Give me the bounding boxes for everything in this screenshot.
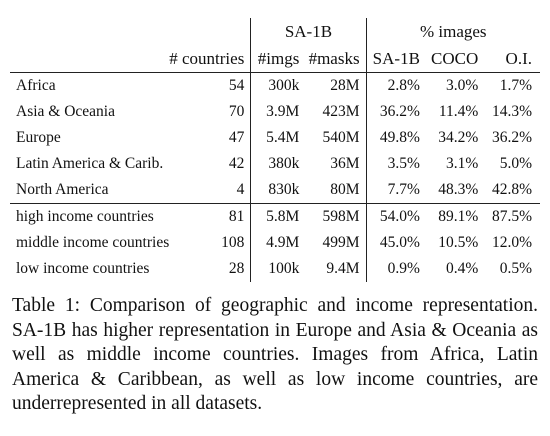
cell-imgs: 300k: [251, 73, 303, 100]
table-container: [10, 18, 540, 282]
cell-masks: 598M: [303, 204, 366, 231]
table-row: [10, 73, 540, 100]
cell-oi: 0.5%: [499, 260, 532, 278]
cell-oi: 5.0%: [499, 155, 532, 173]
column-header-region: [10, 44, 169, 73]
cell-imgs: 5.4M: [266, 129, 300, 147]
cell-countries: 42: [169, 151, 251, 177]
cell-coco: 0.4%: [445, 260, 479, 278]
cell-imgs: 380k: [268, 155, 300, 173]
cell-oi: 1.7%: [484, 73, 540, 100]
row-label: high income countries: [10, 204, 169, 231]
row-label: Latin America & Carib.: [16, 155, 164, 173]
column-header-masks: #masks: [303, 44, 366, 73]
cell-sa1b: 54.0%: [366, 204, 426, 231]
cell-oi: 36.2%: [491, 129, 532, 147]
table-row: [10, 230, 540, 256]
cell-sa1b: 0.9%: [387, 260, 420, 278]
column-header-coco: COCO: [431, 48, 479, 68]
cell-countries: 28: [169, 256, 251, 282]
column-header-sa1b: SA-1B: [372, 48, 420, 68]
table-row: [10, 99, 540, 125]
cell-countries: 70: [169, 99, 251, 125]
cell-sa1b: 7.7%: [387, 181, 420, 199]
cell-countries: 81: [169, 204, 251, 231]
cell-imgs: 5.8M: [251, 204, 303, 231]
column-header-imgs: #imgs: [257, 48, 300, 68]
cell-oi: 87.5%: [484, 204, 540, 231]
cell-imgs: 830k: [268, 181, 300, 199]
row-label: Asia & Oceania: [16, 103, 115, 121]
column-header-row: [10, 44, 540, 73]
cell-sa1b: 49.8%: [379, 129, 420, 147]
table-row: [10, 151, 540, 177]
table-row: [10, 125, 540, 151]
cell-imgs: 100k: [268, 260, 300, 278]
column-header-countries: # countries: [169, 44, 251, 73]
table-row: [10, 256, 540, 282]
cell-oi: 42.8%: [491, 181, 532, 199]
row-label: North America: [16, 181, 109, 199]
cell-oi: 14.3%: [491, 103, 532, 121]
row-label: low income countries: [16, 260, 150, 278]
group-header-sa1b: SA-1B: [251, 18, 366, 44]
cell-masks: 540M: [303, 125, 366, 151]
group-header-row: [10, 18, 540, 44]
cell-sa1b: 36.2%: [379, 103, 420, 121]
group-header-pct-images: % images: [419, 21, 487, 41]
cell-coco: 10.5%: [438, 234, 479, 252]
cell-sa1b: 2.8%: [366, 73, 426, 100]
cell-masks: 423M: [303, 99, 366, 125]
cell-countries: 108: [169, 230, 251, 256]
header-empty-countries: [169, 18, 251, 44]
cell-imgs: 3.9M: [266, 103, 300, 121]
cell-masks: 28M: [303, 73, 366, 100]
cell-masks: 80M: [303, 177, 366, 204]
column-header-oi: O.I.: [505, 48, 532, 68]
table-row: [10, 204, 540, 231]
cell-countries: 47: [169, 125, 251, 151]
row-label: Europe: [16, 129, 61, 147]
comparison-table: [10, 18, 540, 282]
cell-countries: 54: [169, 73, 251, 100]
cell-coco: 89.1%: [426, 204, 484, 231]
cell-sa1b: 45.0%: [379, 234, 420, 252]
cell-coco: 11.4%: [438, 103, 479, 121]
cell-coco: 48.3%: [438, 181, 479, 199]
cell-countries: 4: [169, 177, 251, 204]
cell-coco: 3.1%: [445, 155, 479, 173]
cell-masks: 499M: [303, 230, 366, 256]
cell-masks: 9.4M: [303, 256, 366, 282]
table-caption: Table 1: Comparison of geographic and income representation. SA-1B has higher representation in Europe and Asia & Oceania as well as middle income countries. Images from Africa, Latin America & Caribbean, as well as low income countries, are underrepresented in all datasets.: [12, 295, 538, 414]
cell-oi: 12.0%: [491, 234, 532, 252]
cell-imgs: 4.9M: [266, 234, 300, 252]
row-label: Africa: [10, 73, 169, 100]
cell-masks: 36M: [303, 151, 366, 177]
cell-coco: 34.2%: [438, 129, 479, 147]
header-empty: [10, 18, 169, 44]
cell-coco: 3.0%: [426, 73, 484, 100]
table-row: [10, 177, 540, 204]
cell-sa1b: 3.5%: [387, 155, 420, 173]
row-label: middle income countries: [16, 234, 170, 252]
